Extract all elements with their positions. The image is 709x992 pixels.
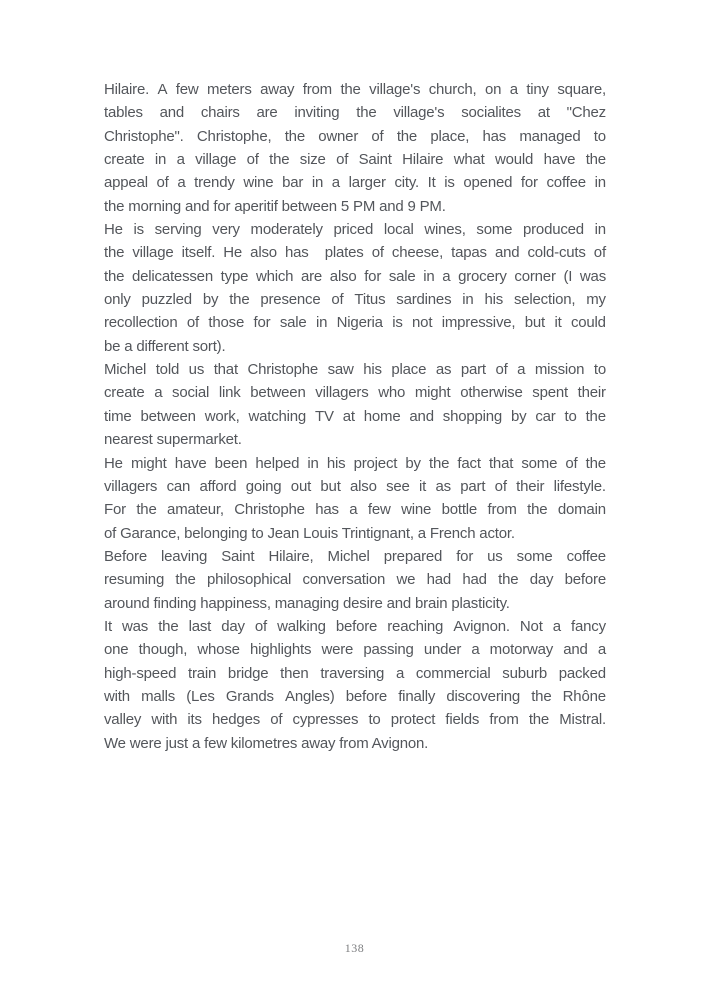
text-line: appeal of a trendy wine bar in a larger city. It is opened for coffee in bbox=[104, 174, 606, 192]
paragraph bbox=[104, 218, 606, 358]
paragraph bbox=[104, 452, 606, 499]
text-line: create a social link between villagers who might otherwise spent their bbox=[104, 384, 606, 402]
body-text bbox=[104, 78, 606, 755]
text-line: resuming the philosophical conversation we had had the day before bbox=[104, 571, 606, 589]
text-line: Hilaire. A few meters away from the village's church, on a tiny square, bbox=[104, 81, 606, 98]
text-line: the village itself. He also has plates of cheese, tapas and cold-cuts of bbox=[104, 244, 606, 262]
text-line: of Garance, belonging to Jean Louis Trintignant, a French actor. bbox=[104, 524, 515, 542]
text-line: be a different sort). bbox=[104, 337, 226, 355]
text-line: create in a village of the size of Saint Hilaire what would have the bbox=[104, 151, 606, 169]
paragraph bbox=[104, 615, 606, 755]
text-line: recollection of those for sale in Nigeria is not impressive, but it could bbox=[104, 314, 606, 332]
text-line: the delicatessen type which are also for sale in a grocery corner (I was bbox=[104, 267, 606, 285]
text-line: high-speed train bridge then traversing a commercial suburb packed bbox=[104, 664, 606, 682]
text-line: For the amateur, Christophe has a few wine bottle from the domain bbox=[104, 501, 606, 519]
text-line: tables and chairs are inviting the village's socialites at "Chez bbox=[104, 104, 606, 122]
text-line: It was the last day of walking before reaching Avignon. Not a fancy bbox=[104, 617, 606, 635]
text-line: only puzzled by the presence of Titus sardines in his selection, my bbox=[104, 291, 606, 309]
paragraph bbox=[104, 358, 606, 451]
text-line: villagers can afford going out but also see it as part of their lifestyle. bbox=[104, 477, 606, 495]
text-line: one though, whose highlights were passing under a motorway and a bbox=[104, 641, 606, 659]
paragraph bbox=[104, 545, 606, 615]
text-line: He is serving very moderately priced local wines, some produced in bbox=[104, 221, 606, 239]
text-line: Before leaving Saint Hilaire, Michel prepared for us some coffee bbox=[104, 547, 606, 565]
text-line: the morning and for aperitif between 5 PM and 9 PM. bbox=[104, 197, 446, 215]
paragraph bbox=[104, 498, 606, 545]
paragraph bbox=[104, 78, 606, 218]
text-line: valley with its hedges of cypresses to protect fields from the Mistral. bbox=[104, 711, 606, 729]
text-line: around finding happiness, managing desire and brain plasticity. bbox=[104, 594, 510, 612]
text-line: Michel told us that Christophe saw his place as part of a mission to bbox=[104, 361, 606, 379]
text-line: Christophe". Christophe, the owner of the place, has managed to bbox=[104, 127, 606, 145]
text-line: time between work, watching TV at home and shopping by car to the bbox=[104, 407, 606, 425]
text-line: He might have been helped in his project by the fact that some of the bbox=[104, 454, 606, 472]
text-line: with malls (Les Grands Angles) before finally discovering the Rhône bbox=[104, 687, 606, 705]
text-line: nearest supermarket. bbox=[104, 431, 242, 449]
page-number: 138 bbox=[344, 941, 365, 955]
text-line: We were just a few kilometres away from Avignon. bbox=[104, 734, 429, 752]
